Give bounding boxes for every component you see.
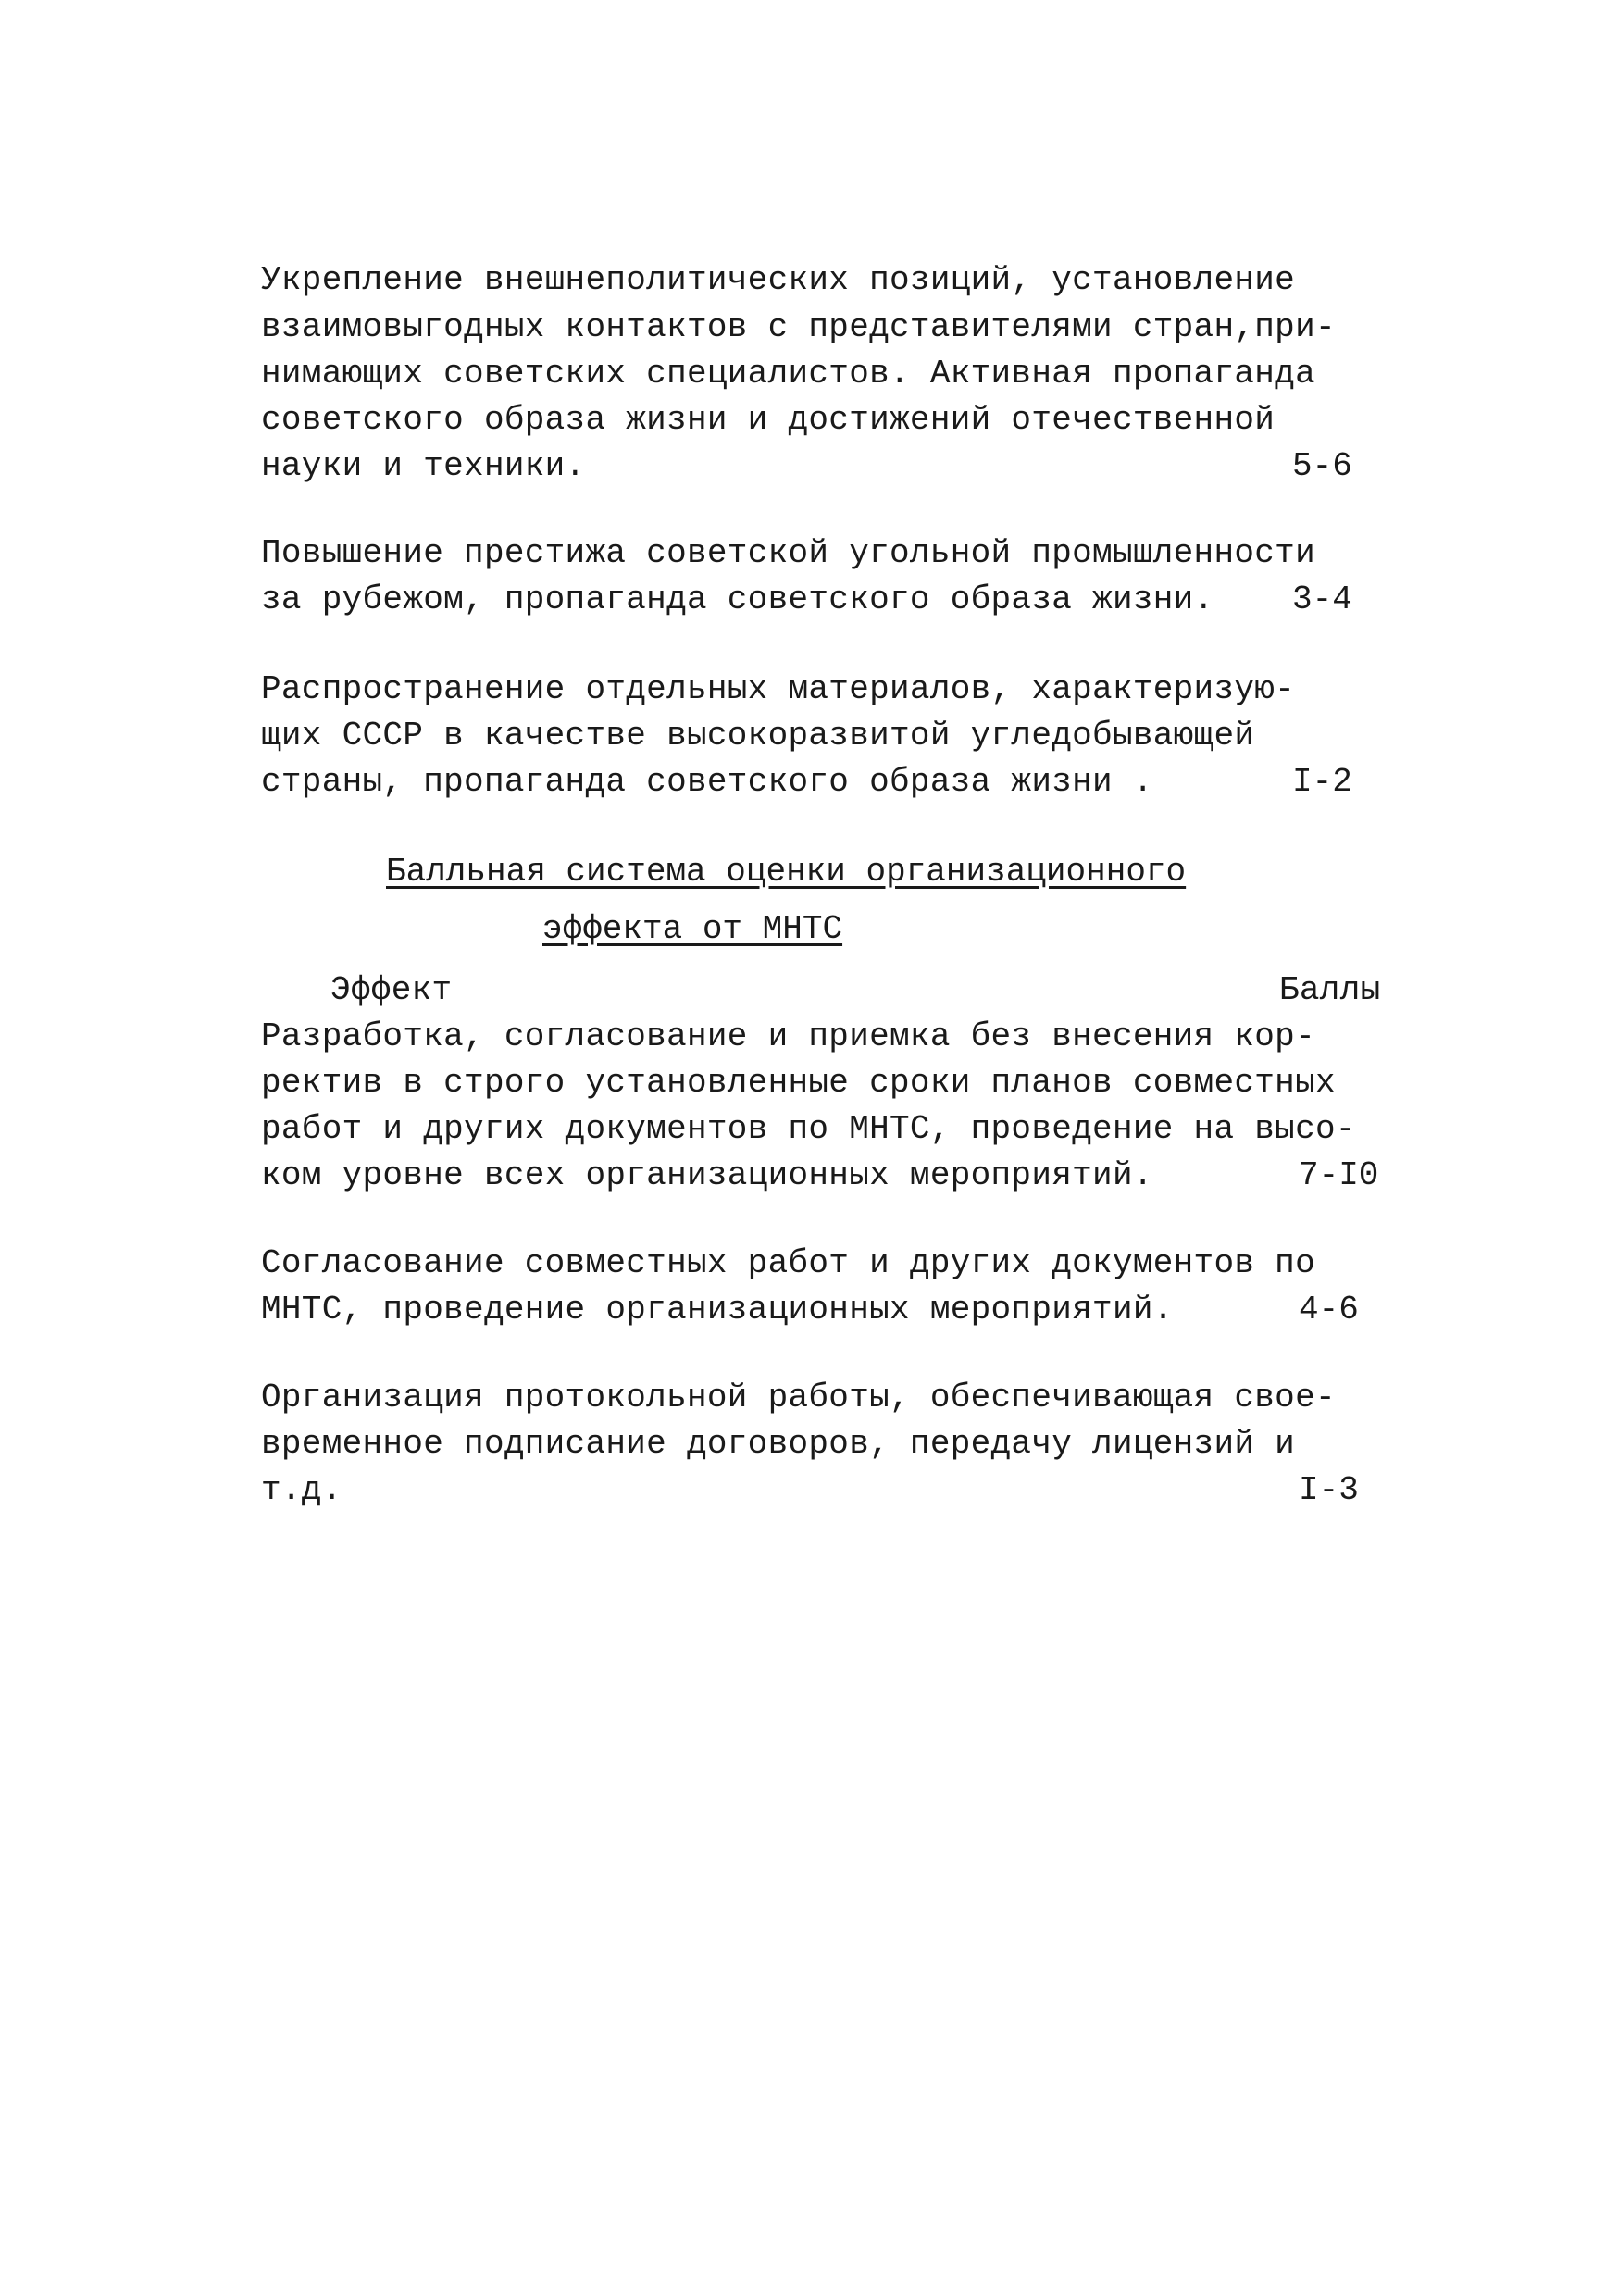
text-line: МНТС, проведение организационных мероприятий. bbox=[261, 1291, 1174, 1329]
text-line: т.д. bbox=[261, 1471, 342, 1509]
text-line: страны, пропаганда советского образа жизни . bbox=[261, 763, 1153, 801]
text-line: Распространение отдельных материалов, характеризую- bbox=[261, 670, 1296, 708]
column-header-effect: Эффект bbox=[330, 971, 453, 1009]
text-line: ректив в строго установленные сроки планов совместных bbox=[261, 1064, 1336, 1102]
section-title: эффекта от МНТС bbox=[542, 910, 843, 948]
text-line: за рубежом, пропаганда советского образа жизни. bbox=[261, 580, 1214, 618]
text-line: Укрепление внешнеполитических позиций, установление bbox=[261, 261, 1296, 299]
text-line: Повышение престижа советской угольной промышленности bbox=[261, 534, 1315, 572]
text-line: нимающих советских специалистов. Активная пропаганда bbox=[261, 355, 1315, 393]
text-line: временное подписание договоров, передачу лицензий и bbox=[261, 1425, 1296, 1463]
text-line: взаимовыгодных контактов с представителями стран,при- bbox=[261, 308, 1336, 346]
section-title: Балльная система оценки организационного bbox=[386, 853, 1187, 891]
column-header-points: Баллы bbox=[1279, 971, 1381, 1009]
score-value: I-2 bbox=[1292, 763, 1352, 801]
score-value: I-3 bbox=[1299, 1471, 1359, 1509]
text-line: советского образа жизни и достижений отечественной bbox=[261, 401, 1276, 439]
score-value: 5-6 bbox=[1292, 447, 1352, 485]
score-value: 3-4 bbox=[1292, 580, 1352, 618]
text-line: науки и техники. bbox=[261, 447, 586, 485]
text-line: ком уровне всех организационных мероприятий. bbox=[261, 1156, 1153, 1194]
text-line: Разработка, согласование и приемка без внесения кор- bbox=[261, 1017, 1315, 1055]
text-line: работ и других документов по МНТС, проведение на высо- bbox=[261, 1110, 1356, 1148]
score-value: 7-I0 bbox=[1299, 1156, 1379, 1194]
text-line: щих СССР в качестве высокоразвитой угледобывающей bbox=[261, 717, 1255, 755]
text-line: Согласование совместных работ и других документов по bbox=[261, 1244, 1315, 1282]
score-value: 4-6 bbox=[1299, 1291, 1359, 1329]
text-line: Организация протокольной работы, обеспечивающая свое- bbox=[261, 1379, 1336, 1416]
